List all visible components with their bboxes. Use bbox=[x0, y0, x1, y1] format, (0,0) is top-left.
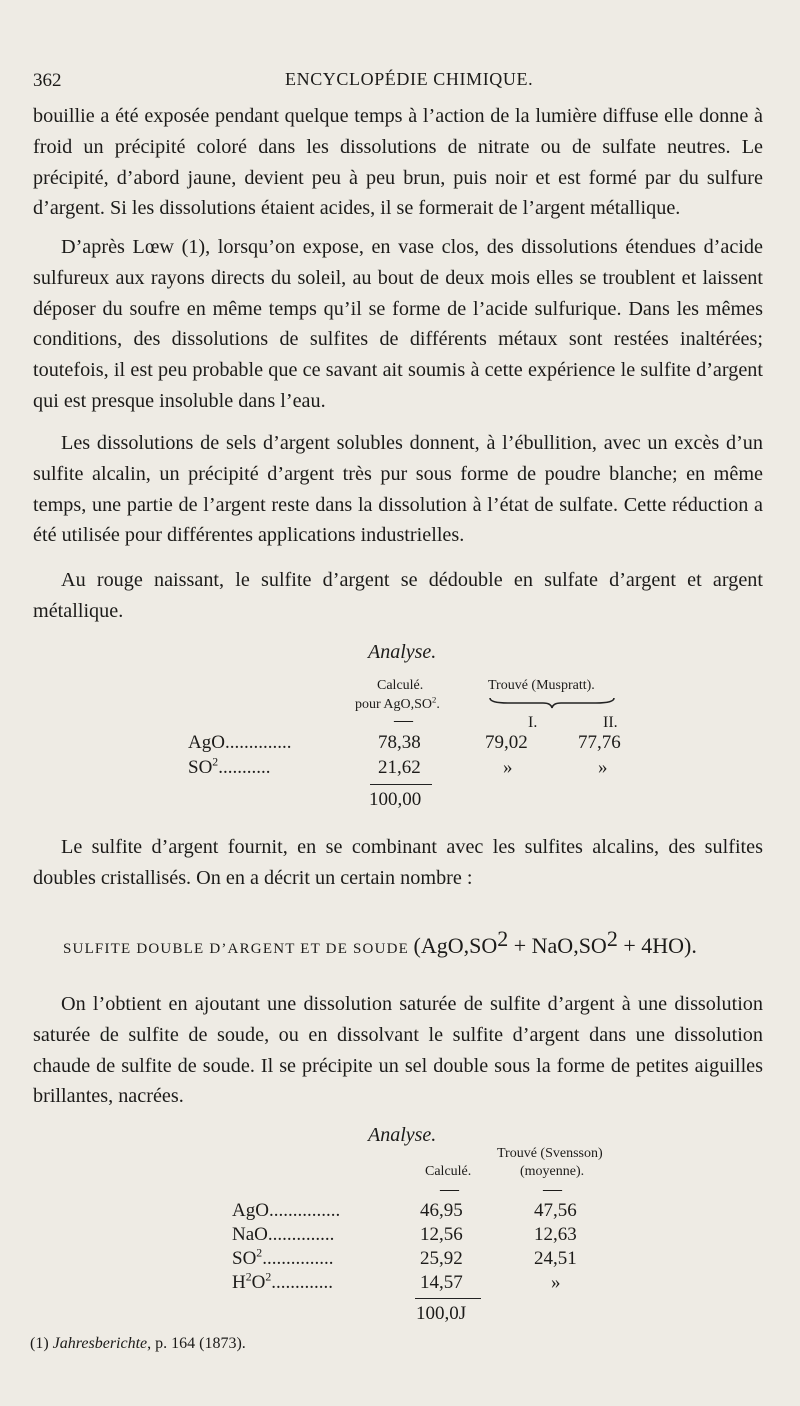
analysis-1-row-label: $SO^2$........... bbox=[188, 755, 271, 778]
analysis-1-calc-dash: — bbox=[394, 710, 413, 731]
analysis-1-sum-rule bbox=[370, 784, 432, 785]
analysis-2-found-header-sub: (moyenne). bbox=[520, 1164, 585, 1179]
section-heading: SULFITE DOUBLE D’ARGENT ET DE SOUDE $(AgO,SO^2 + NaO,SO^2 + 4HO)$. bbox=[63, 926, 697, 958]
analysis-1-row-ii: » bbox=[598, 757, 608, 778]
analysis-2-row-found: » bbox=[551, 1272, 561, 1293]
analysis-2-row-found: 47,56 bbox=[534, 1200, 577, 1221]
paragraph-1: bouillie a été exposée pendant quelque temps à l’action de la lumière diffuse elle donne à froid un précipité coloré dans les dissolutions de nitrate ou de sulfate neutres. Le précipité, d’abord jaune, devient peu à peu brun, puis noir et est formé par du sulfure d’argent. Si les dissolutions étaient acides, il se formerait de l’argent métallique. bbox=[33, 105, 763, 220]
paragraph-3: Les dissolutions de sels d’argent solubles donnent, à l’ébullition, avec un excès d’un sulfite alcalin, un précipité d’argent très pur sous forme de poudre blanche; en même temps, une partie de l’argent reste dans la dissolution à l’état de sulfate. Cette réduction a été utilisée pour différentes applications industrielles. bbox=[33, 432, 763, 547]
analysis-2-found-dash: — bbox=[543, 1179, 562, 1200]
footnote: (1) Jahresberichte, p. 164 (1873). bbox=[30, 1335, 246, 1352]
analysis-2-calc-dash: — bbox=[440, 1179, 459, 1200]
analysis-1-found-header: Trouvé (Muspratt). bbox=[488, 678, 595, 693]
analysis-1-calc-header-formula: pour $AgO,SO^2$. bbox=[355, 694, 440, 712]
analysis-1-row-label: AgO.............. bbox=[188, 732, 292, 753]
analysis-1-row-ii: 77,76 bbox=[578, 732, 621, 753]
paragraph-2: D’après Lœw (1), lorsqu’on expose, en vase clos, des dissolutions étendues d’acide sulfureux aux rayons directs du soleil, au bout de deux mois elles se troublent et laissent déposer du soufre en même temps qu’il se forme de l’acide sulfurique. Dans les mêmes conditions, des dissolutions de sulfites de différents métaux sont restées inaltérées; toutefois, il est peu probable que ce savant ait soumis à cette expérience le sulfite d’argent qui est presque insoluble dans l’eau. bbox=[33, 236, 763, 412]
analysis-2-sum-rule bbox=[415, 1298, 481, 1299]
analysis-1-total: 100,00 bbox=[369, 789, 422, 810]
analysis-2-row-label: NaO.............. bbox=[232, 1224, 335, 1245]
paragraph-6: On l’obtient en ajoutant une dissolution saturée de sulfite d’argent à une dissolution saturée de sulfite de soude, ou en dissolvant le sulfite d’argent dans une dissolution chaude de sulfite de soude. Il se précipite un sel double sous la forme de petites aiguilles brillantes, nacrées. bbox=[33, 993, 763, 1108]
analysis-1-title: Analyse. bbox=[368, 641, 437, 663]
paragraph-4: Au rouge naissant, le sulfite d’argent se dédouble en sulfate d’argent et argent métallique. bbox=[33, 569, 763, 622]
analysis-1-row-calc: 78,38 bbox=[378, 732, 421, 753]
analysis-2-title: Analyse. bbox=[368, 1124, 437, 1146]
analysis-1-row-i: 79,02 bbox=[485, 732, 528, 753]
analysis-2-row-calc: 25,92 bbox=[420, 1248, 463, 1269]
analysis-2-row-label: $SO^2$............... bbox=[232, 1246, 334, 1269]
analysis-2-found-header: Trouvé (Svensson) bbox=[497, 1146, 603, 1161]
analysis-1-row-i: » bbox=[503, 757, 513, 778]
analysis-1-col-i: I. bbox=[528, 714, 538, 731]
analysis-2-row-found: 12,63 bbox=[534, 1224, 577, 1245]
running-title: ENCYCLOPÉDIE CHIMIQUE. bbox=[285, 69, 534, 89]
analysis-2-row-label: $H^2O^2$............. bbox=[232, 1270, 333, 1293]
analysis-1-col-ii: II. bbox=[603, 714, 618, 731]
analysis-2-row-calc: 14,57 bbox=[420, 1272, 463, 1293]
analysis-1-row-calc: 21,62 bbox=[378, 757, 421, 778]
analysis-2-row-found: 24,51 bbox=[534, 1248, 577, 1269]
analysis-2-total: 100,0J bbox=[416, 1303, 467, 1324]
analysis-2-calc-header: Calculé. bbox=[425, 1164, 472, 1179]
analysis-2-row-calc: 46,95 bbox=[420, 1200, 463, 1221]
analysis-2-row-label: AgO............... bbox=[232, 1200, 341, 1221]
analysis-1-brace bbox=[488, 696, 616, 710]
page-number: 362 bbox=[33, 70, 62, 91]
paragraph-5: Le sulfite d’argent fournit, en se combinant avec les sulfites alcalins, des sulfites doubles cristallisés. On en a décrit un certain nombre : bbox=[33, 836, 763, 889]
analysis-1-calc-header: Calculé. bbox=[377, 678, 424, 693]
analysis-2-row-calc: 12,56 bbox=[420, 1224, 463, 1245]
